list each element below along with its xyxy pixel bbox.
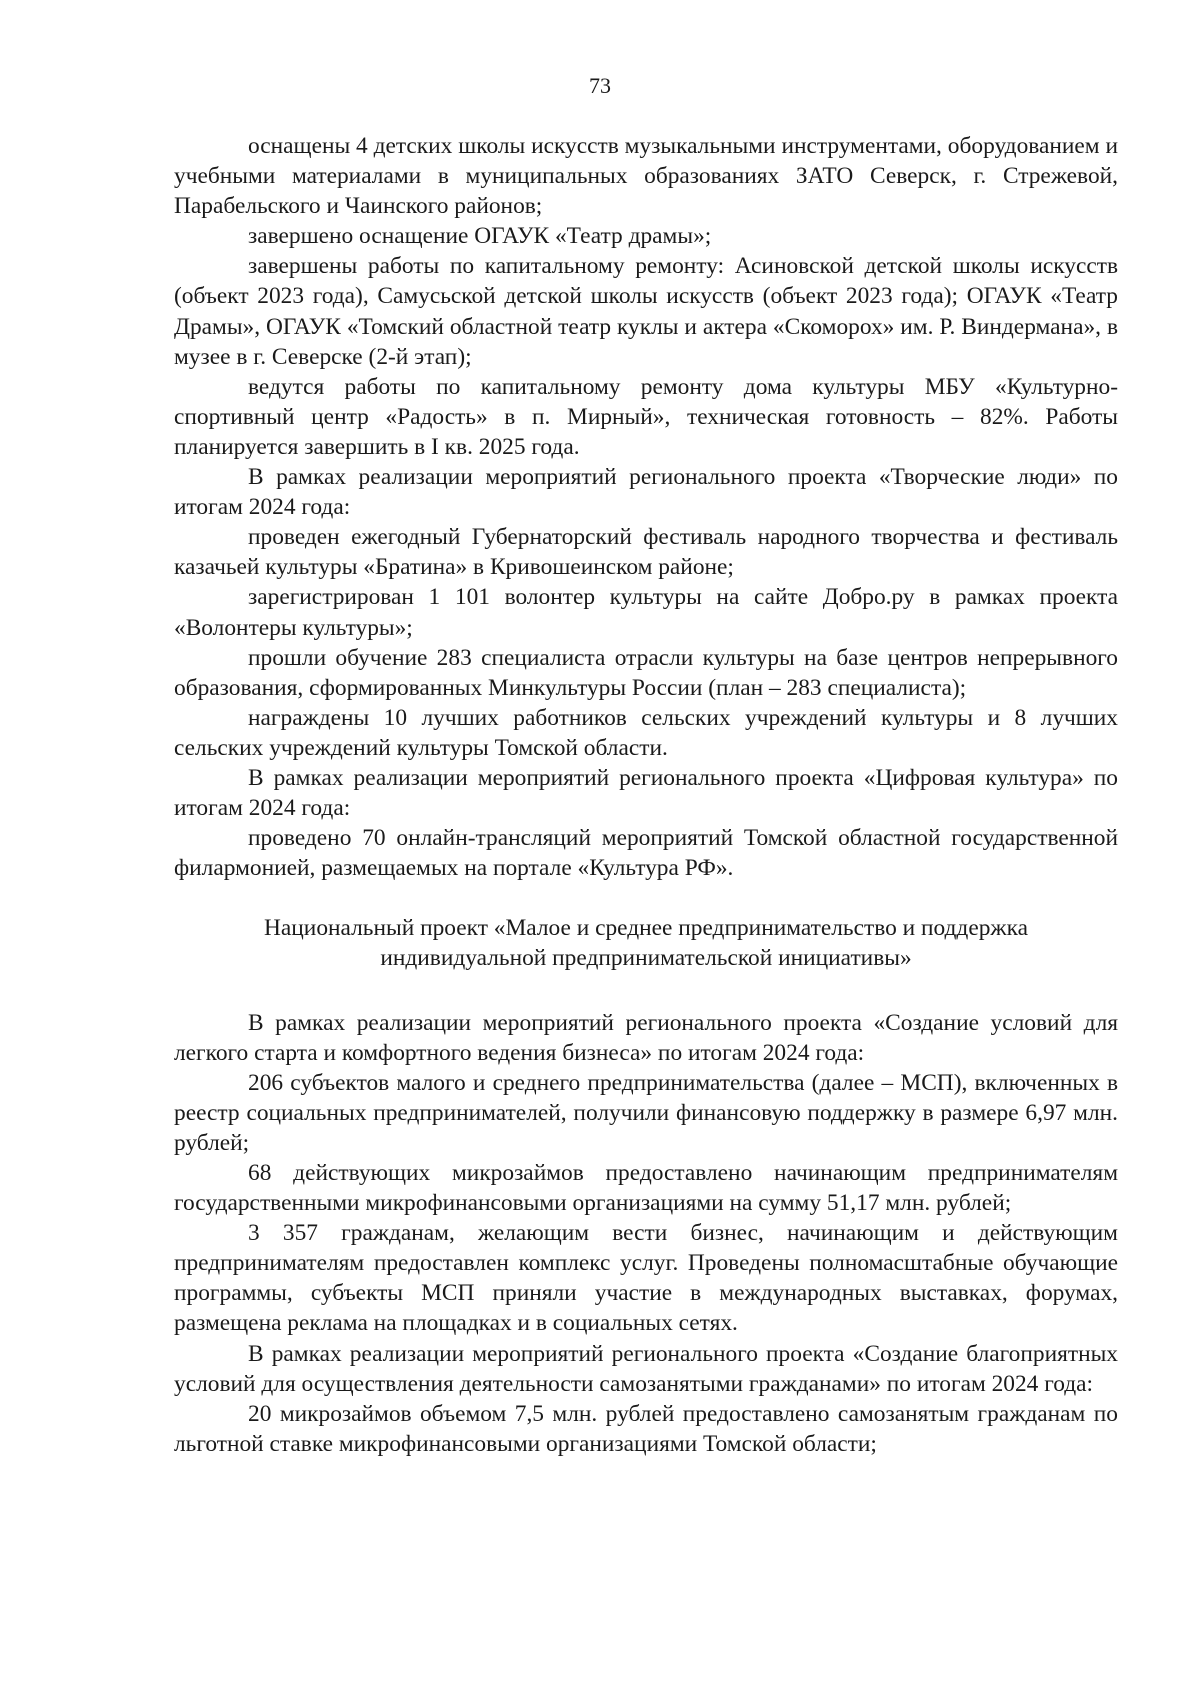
section-heading: [174, 913, 1118, 973]
document-body: [174, 131, 1118, 1459]
paragraph: завершено оснащение ОГАУК «Театр драмы»;: [248, 223, 712, 250]
paragraph: завершены работы по капитальному ремонту: Асиновской детской школы искусств (объект 2023 года), Самусьской детской школы искусств (объект 2023 года); ОГАУК «Театр Драмы», ОГАУК «Томский областной театр куклы и актера «Скоморох» им. Р. Виндермана», в музее в г. Северске (2-й этап);: [174, 253, 1118, 370]
paragraph: оснащены 4 детских школы искусств музыкальными инструментами, оборудованием и учебными материалами в муниципальных образованиях ЗАТО Северск, г. Стрежевой, Парабельского и Чаинского районов;: [174, 133, 1118, 220]
paragraph: 68 действующих микрозаймов предоставлено начинающим предпринимателям государственными микрофинансовыми организациями на сумму 51,17 млн. рублей;: [174, 1160, 1118, 1217]
paragraph: В рамках реализации мероприятий регионального проекта «Цифровая культура» по итогам 2024 года:: [174, 764, 1118, 822]
paragraph: прошли обучение 283 специалиста отрасли культуры на базе центров непрерывного образования, сформированных Минкультуры России (план – 283 специалиста);: [174, 644, 1118, 701]
page-number: 73: [589, 73, 611, 98]
paragraph: В рамках реализации мероприятий регионального проекта «Творческие люди» по итогам 2024 года:: [174, 464, 1118, 521]
paragraph: проведен ежегодный Губернаторский фестиваль народного творчества и фестиваль казачьей культуры «Братина» в Кривошеинском районе;: [174, 524, 1118, 581]
section-heading-line: Национальный проект «Малое и среднее предпринимательство и поддержка: [264, 915, 1028, 942]
paragraph: В рамках реализации мероприятий регионального проекта «Создание благоприятных условий для осуществления деятельности самозанятыми гражданами» по итогам 2024 года:: [174, 1340, 1118, 1397]
paragraph: 206 субъектов малого и среднего предпринимательства (далее – МСП), включенных в реестр социальных предпринимателей, получили финансовую поддержку в размере 6,97 млн. рублей;: [174, 1069, 1118, 1156]
paragraph: 3 357 гражданам, желающим вести бизнес, начинающим и действующим предпринимателям предоставлен комплекс услуг. Проведены полномасштабные обучающие программы, субъекты МСП приняли участие в международных выставках, форумах, размещена реклама на площадках и в социальных сетях.: [174, 1220, 1118, 1337]
paragraph: награждены 10 лучших работников сельских учреждений культуры и 8 лучших сельских учреждений культуры Томской области.: [174, 704, 1118, 761]
paragraph: ведутся работы по капитальному ремонту дома культуры МБУ «Культурно-спортивный центр «Радость» в п. Мирный», техническая готовность – 82%. Работы планируется завершить в I кв. 2025 года.: [174, 373, 1118, 460]
section-heading-line: индивидуальной предпринимательской инициативы»: [380, 945, 912, 972]
paragraph: В рамках реализации мероприятий регионального проекта «Создание условий для легкого старта и комфортного ведения бизнеса» по итогам 2024 года:: [174, 1009, 1118, 1066]
paragraph: проведено 70 онлайн-трансляций мероприятий Томской областной государственной филармонией, размещаемых на портале «Культура РФ».: [174, 825, 1118, 882]
paragraph: 20 микрозаймов объемом 7,5 млн. рублей предоставлено самозанятым гражданам по льготной ставке микрофинансовыми организациями Томской области;: [174, 1400, 1118, 1457]
paragraph: зарегистрирован 1 101 волонтер культуры на сайте Добро.ру в рамках проекта «Волонтеры культуры»;: [174, 584, 1118, 641]
